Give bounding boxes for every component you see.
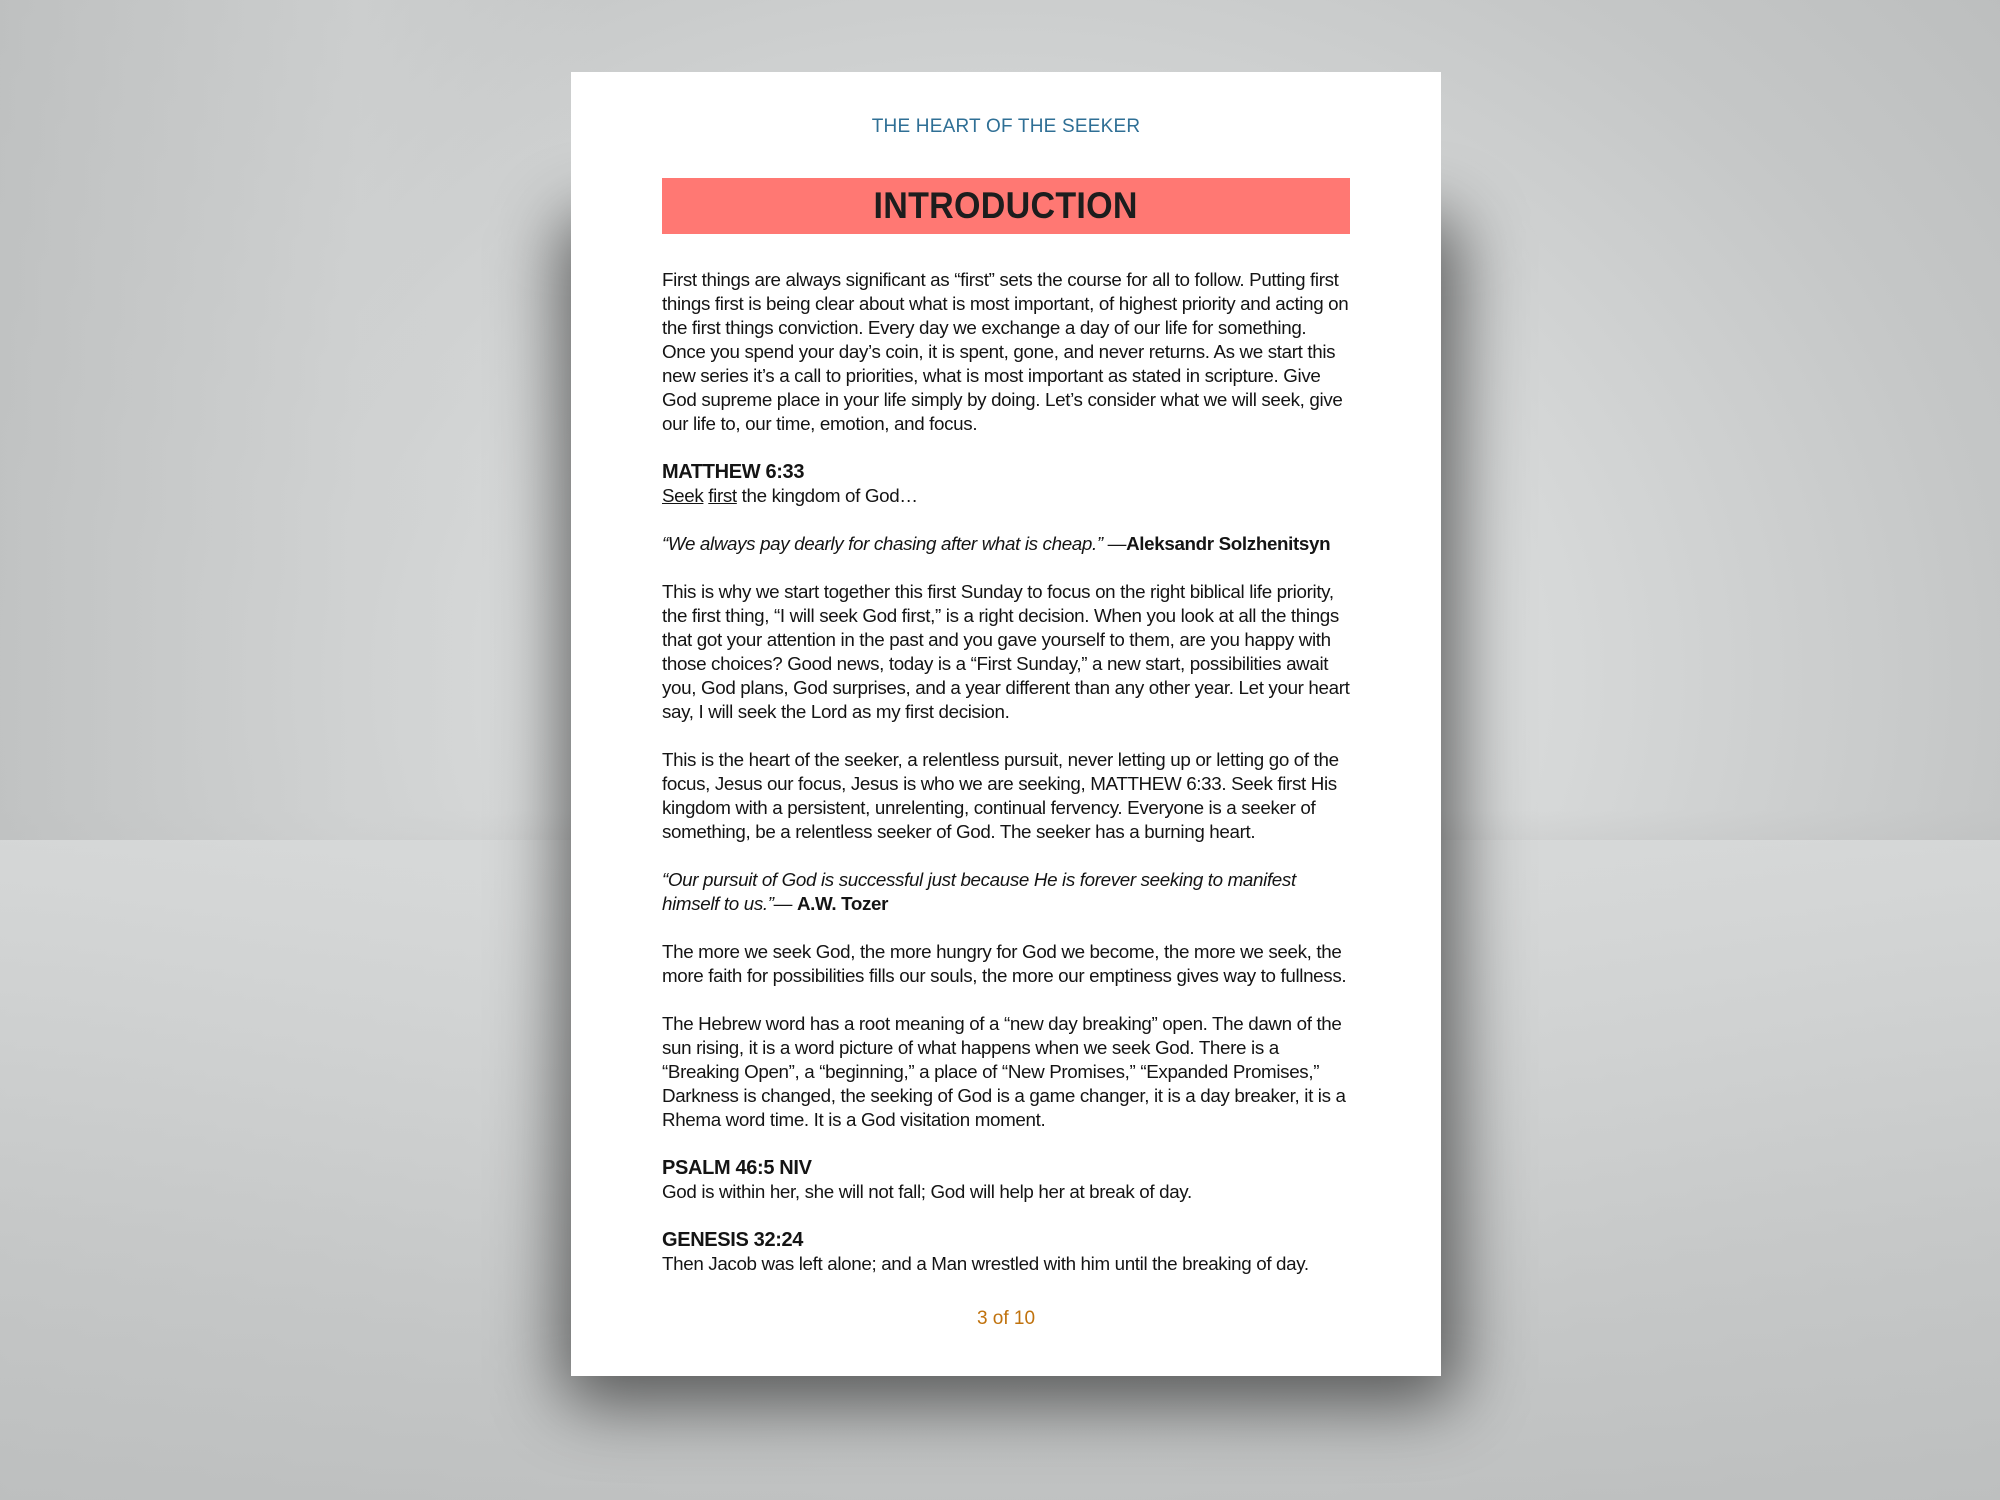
quote-tozer	[662, 868, 1350, 916]
scripture-reference: MATTHEW 6:33	[662, 461, 805, 483]
scripture-text	[662, 484, 1350, 508]
running-head: THE HEART OF THE SEEKER	[871, 116, 1141, 137]
scripture-reference: PSALM 46:5 NIV	[662, 1157, 812, 1179]
scripture-block-matthew	[662, 460, 1350, 508]
quote-author: Aleksandr Solzhenitsyn	[1126, 533, 1331, 554]
scripture-text: God is within her, she will not fall; God will help her at break of day.	[662, 1181, 1192, 1202]
backdrop-wall	[0, 0, 600, 850]
section-banner	[662, 178, 1350, 234]
page-content	[662, 268, 1350, 1276]
scripture-reference: GENESIS 32:24	[662, 1229, 804, 1251]
underlined-word: first	[708, 485, 737, 506]
quote-solzhenitsyn	[662, 532, 1350, 556]
quote-text: “We always pay dearly for chasing after what is cheap.”	[662, 533, 1103, 554]
paragraph-hunger: The more we seek God, the more hungry for God we become, the more we seek, the more faith for possibilities fills our souls, the more our emptiness gives way to fullness.	[662, 941, 1347, 986]
scripture-block-genesis	[662, 1228, 1350, 1276]
page-number: 3 of 10	[976, 1308, 1036, 1329]
scripture-text-rest: the kingdom of God…	[736, 485, 918, 506]
document-page	[571, 72, 1441, 1376]
scripture-block-psalm	[662, 1156, 1350, 1204]
paragraph-hebrew-word: The Hebrew word has a root meaning of a “new day breaking” open. The dawn of the sun rising, it is a word picture of what happens when we seek God. There is a “Breaking Open”, a “beginning,” a place of “New Promises,” “Expanded Promises,” Darkness is changed, the seeking of God is a game changer, it is a day breaker, it is a Rhema word time. It is a God visitation moment.	[662, 1013, 1346, 1130]
intro-paragraph: First things are always significant as “first” sets the course for all to follow. Putting first things first is being clear about what is most important, of highest priority and acting on the first things conviction. Every day we exchange a day of our life for something. Once you spend your day’s coin, it is spent, gone, and never returns. As we start this new series it’s a call to priorities, what is most important as stated in scripture. Give God supreme place in your life simply by doing. Let’s consider what we will seek, give our life to, our time, emotion, and focus.	[662, 269, 1349, 434]
scripture-text: Then Jacob was left alone; and a Man wrestled with him until the breaking of day.	[662, 1253, 1309, 1274]
section-title: INTRODUCTION	[873, 185, 1139, 226]
paragraph-first-sunday: This is why we start together this first Sunday to focus on the right biblical life priority, the first thing, “I will seek God first,” is a right decision. When you look at all the things that got your attention in the past and you gave yourself to them, are you happy with those choices? Good news, today is a “First Sunday,” a new start, possibilities await you, God plans, God surprises, and a year different than any other year. Let your heart say, I will seek the Lord as my first decision.	[662, 581, 1350, 722]
quote-dash: —	[773, 893, 797, 914]
quote-text: “Our pursuit of God is successful just because He is forever seeking to manifest himself to us.”	[662, 869, 1296, 914]
quote-dash: —	[1102, 533, 1127, 554]
paragraph-heart-of-seeker: This is the heart of the seeker, a relentless pursuit, never letting up or letting go of the focus, Jesus our focus, Jesus is who we are seeking, MATTHEW 6:33. Seek first His kingdom with a persistent, unrelenting, continual fervency. Everyone is a seeker of something, be a relentless seeker of God. The seeker has a burning heart.	[662, 749, 1339, 842]
quote-author: A.W. Tozer	[796, 893, 889, 914]
underlined-word: Seek	[662, 485, 704, 506]
